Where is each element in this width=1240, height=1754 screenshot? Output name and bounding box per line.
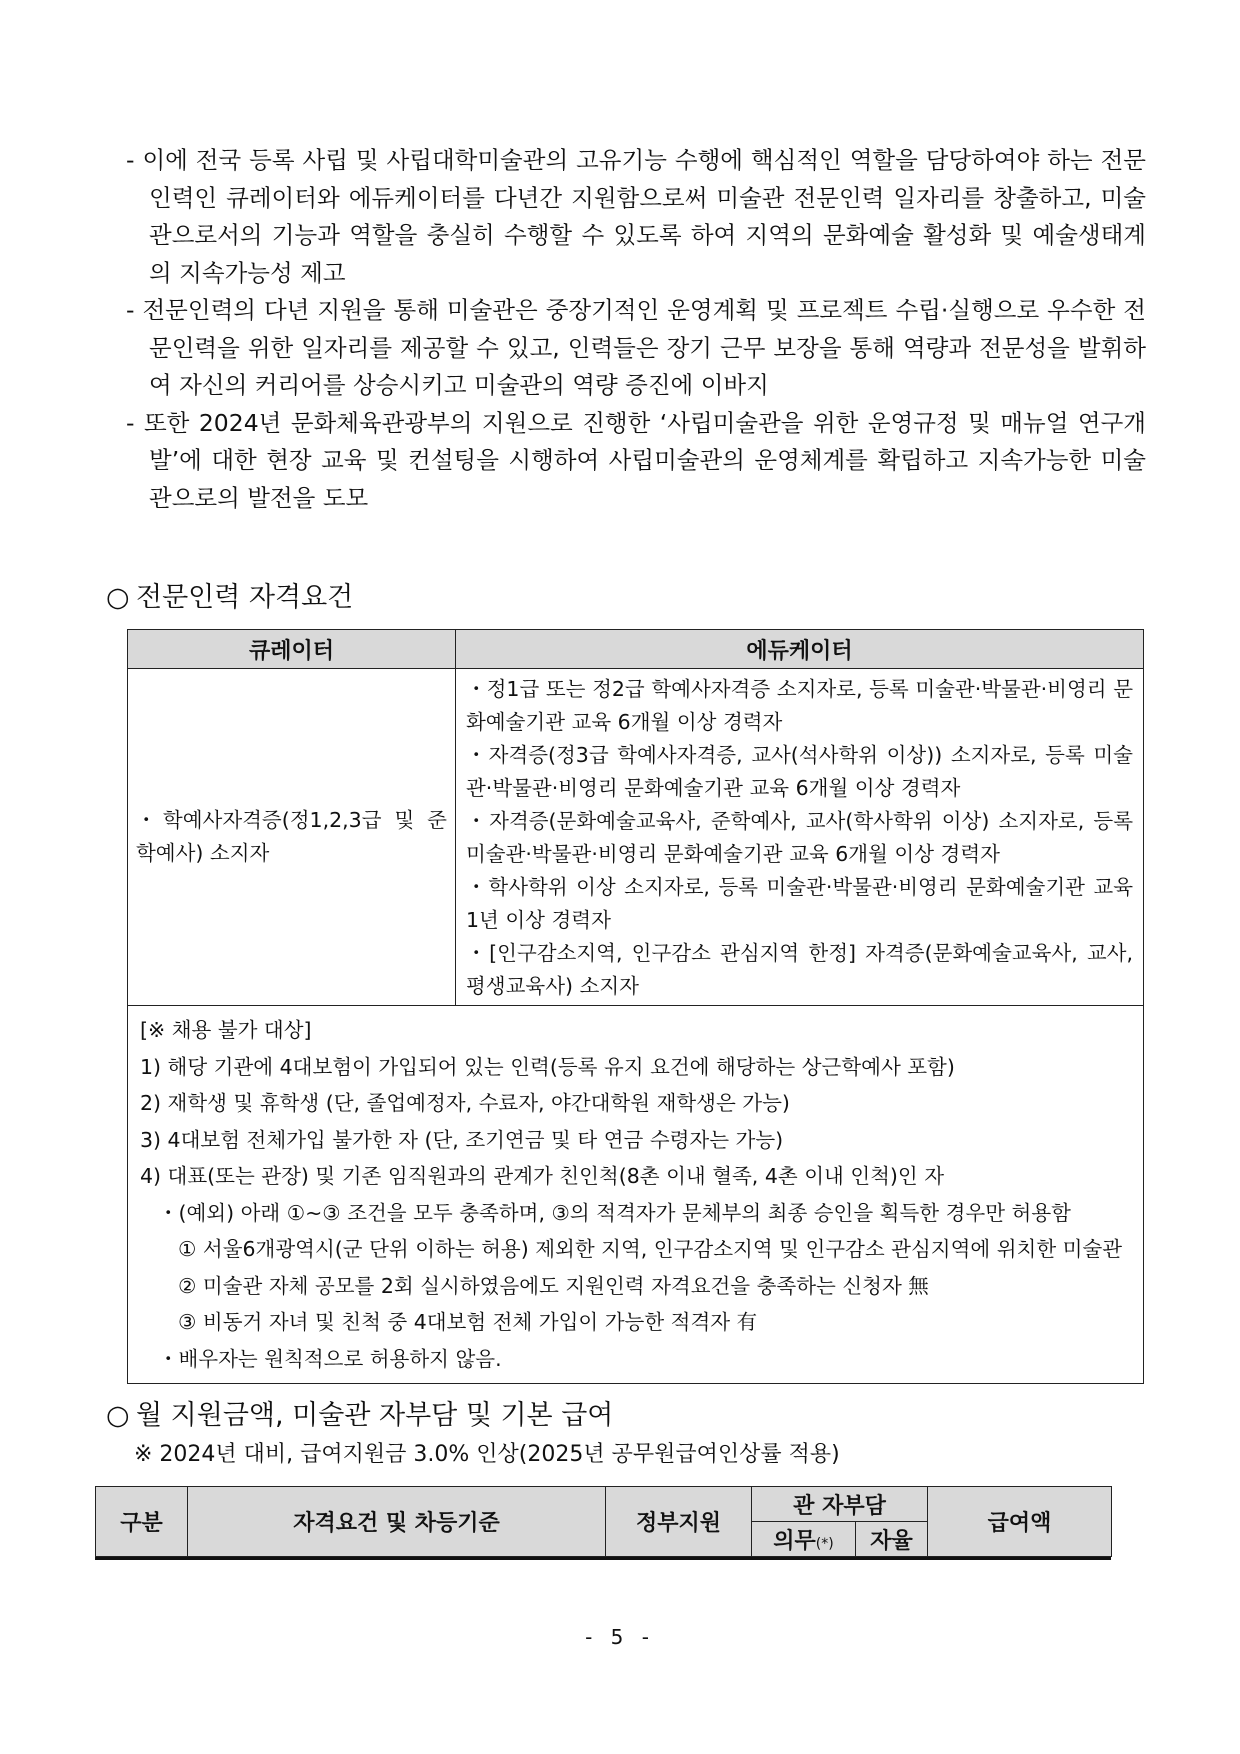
exclusion-item: 3) 4대보험 전체가입 불가한 자 (단, 조기연금 및 타 연금 수령자는 가능)	[140, 1127, 784, 1152]
educator-item: ・자격증(정3급 학예사자격증, 교사(석사학위 이상)) 소지자로, 등록 미술관·박물관·비영리 문화예술기관 교육 6개월 이상 경력자	[466, 743, 1133, 800]
header-mandatory	[752, 1522, 856, 1557]
qualification-table	[127, 629, 1144, 1384]
exclusion-item: 1) 해당 기관에 4대보험이 가입되어 있는 인력(등록 유지 요건에 해당하는 상근학예사 포함)	[140, 1054, 955, 1079]
circle-bullet-icon: ○	[106, 1400, 130, 1431]
section-title: 전문인력 자격요건	[136, 582, 354, 613]
circle-bullet-icon: ○	[106, 582, 130, 613]
educator-requirements	[456, 669, 1144, 1006]
section-title: 월 지원금액, 미술관 자부담 및 기본 급여	[136, 1400, 614, 1431]
exclusion-title: [※ 채용 불가 대상]	[140, 1018, 312, 1042]
header-educator: 에듀케이터	[456, 630, 1144, 669]
header-self-burden: 관 자부담	[752, 1487, 928, 1522]
intro-bullet: - 또한 2024년 문화체육관광부의 지원으로 진행한 ‘사립미술관을 위한 운영규정 및 매뉴얼 연구개발’에 대한 현장 교육 및 컨설팅을 시행하여 사립미술관의 운영체계를 확립하고 지속가능한 미술관으로의 발전을 도모	[126, 408, 1146, 512]
educator-item: ・정1급 또는 정2급 학예사자격증 소지자로, 등록 미술관·박물관·비영리 문화예술기관 교육 6개월 이상 경력자	[466, 677, 1133, 734]
exception-condition: ① 서울6개광역시(군 단위 이하는 허용) 제외한 지역, 인구감소지역 및 인구감소 관심지역에 위치한 미술관	[178, 1237, 1123, 1261]
exception-condition: ② 미술관 자체 공모를 2회 실시하였음에도 지원인력 자격요건을 충족하는 신청자 無	[178, 1273, 929, 1298]
exclusion-box	[128, 1006, 1144, 1384]
exception-condition: ③ 비동거 자녀 및 친척 중 4대보험 전체 가입이 가능한 적격자 有	[178, 1310, 758, 1334]
pay-header-row	[96, 1487, 1112, 1522]
exclusion-item: 2) 재학생 및 휴학생 (단, 졸업예정자, 수료자, 야간대학원 재학생은 가능)	[140, 1091, 790, 1115]
intro-bullet: - 이에 전국 등록 사립 및 사립대학미술관의 고유기능 수행에 핵심적인 역할을 담당하여야 하는 전문인력인 큐레이터와 에듀케이터를 다년간 지원함으로써 미술관 전문인력 일자리를 창출하고, 미술관으로서의 기능과 역할을 충실히 수행할 수 있도록 하여 지역의 문화예술 활성화 및 예술생태계의 지속가능성 제고	[126, 146, 1146, 287]
pay-table	[95, 1486, 1112, 1557]
spouse-rule: ・배우자는 원칙적으로 허용하지 않음.	[158, 1346, 502, 1371]
header-salary: 급여액	[928, 1487, 1112, 1557]
header-category: 구분	[96, 1487, 188, 1557]
table-bottom-rule	[95, 1557, 1111, 1560]
exclusion-exception: ・(예외) 아래 ①~③ 조건을 모두 충족하며, ③의 적격자가 문체부의 최종 승인을 획득한 경우만 허용함	[158, 1200, 1071, 1225]
header-government-support: 정부지원	[606, 1487, 752, 1557]
mandatory-label: 의무	[773, 1528, 816, 1554]
exclusion-item: 4) 대표(또는 관장) 및 기존 임직원과의 관계가 친인척(8촌 이내 혈족, 4촌 이내 인척)인 자	[140, 1164, 945, 1188]
asterisk-mark: (*)	[815, 1535, 834, 1552]
educator-item: ・학사학위 이상 소지자로, 등록 미술관·박물관·비영리 문화예술기관 교육 1년 이상 경력자	[466, 875, 1133, 932]
section-heading-pay	[106, 1398, 613, 1434]
header-curator: 큐레이터	[128, 630, 456, 669]
intro-bullets	[126, 142, 1146, 517]
table-row	[128, 669, 1144, 1006]
page-number: - 5 -	[585, 1625, 655, 1649]
pay-increase-note: ※ 2024년 대비, 급여지원금 3.0% 인상(2025년 공무원급여인상률 적용)	[134, 1442, 840, 1467]
table-row	[128, 1006, 1144, 1384]
educator-item: ・자격증(문화예술교육사, 준학예사, 교사(학사학위 이상) 소지자로, 등록 미술관·박물관·비영리 문화예술기관 교육 6개월 이상 경력자	[466, 809, 1133, 866]
header-criteria: 자격요건 및 차등기준	[188, 1487, 606, 1557]
intro-bullet: - 전문인력의 다년 지원을 통해 미술관은 중장기적인 운영계획 및 프로젝트 수립·실행으로 우수한 전문인력을 위한 일자리를 제공할 수 있고, 인력들은 장기 근무 보장을 통해 역량과 전문성을 발휘하여 자신의 커리어를 상승시키고 미술관의 역량 증진에 이바지	[126, 296, 1146, 399]
curator-requirement: ・학예사자격증(정1,2,3급 및 준학예사) 소지자	[128, 669, 456, 1006]
header-voluntary: 자율	[856, 1522, 928, 1557]
educator-item: ・[인구감소지역, 인구감소 관심지역 한정] 자격증(문화예술교육사, 교사, 평생교육사) 소지자	[466, 941, 1133, 998]
table-header-row	[128, 630, 1144, 669]
section-heading-qualifications	[106, 580, 353, 616]
